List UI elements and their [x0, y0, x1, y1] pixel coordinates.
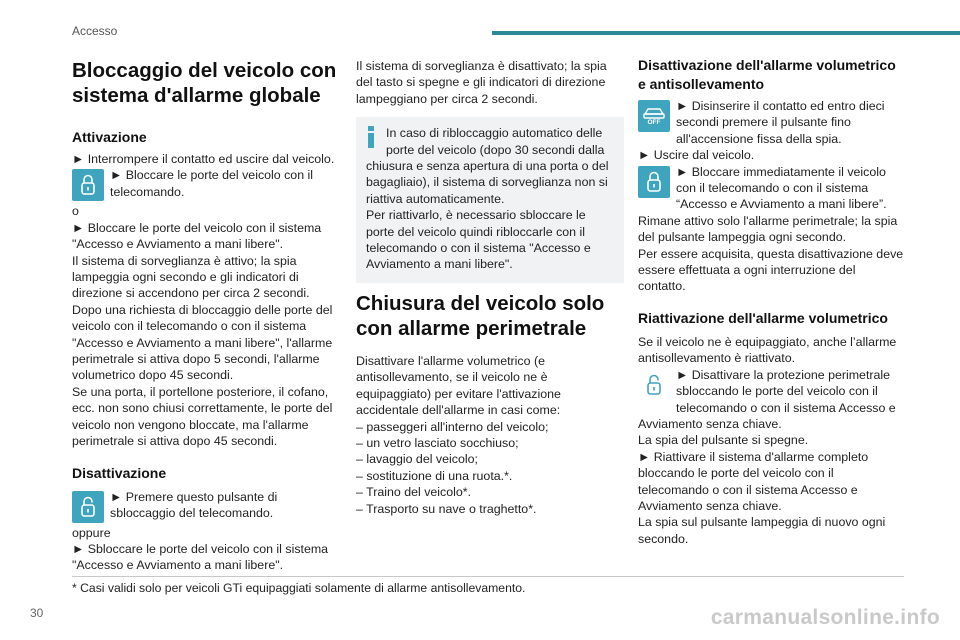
note-text: Per riattivarlo, è necessario sbloccare le porte del veicolo quindi ribloccarle con il telecomando o con il sistema "Accesso e Avviamento a mani libere". — [366, 208, 591, 272]
paragraph: Se il veicolo ne è equipaggiato, anche l’allarme antisollevamento è riattivato. — [638, 334, 897, 366]
icon-instruction — [72, 489, 340, 525]
section-heading-bloccaggio: Bloccaggio del veicolo con sistema d'allarme globale — [72, 59, 337, 107]
subheading-riattivazione: Riattivazione dell'allarme volumetrico — [638, 309, 888, 326]
column-1 — [72, 56, 340, 574]
column-3 — [638, 56, 906, 547]
alarm-off-icon — [638, 100, 670, 132]
note-text: In caso di ribloccaggio automatico delle porte del veicolo (dopo 30 secondi dalla chiusura e senza apertura di una porta o del bagagliaio), il sistema di sorveglianza non si riattiva automaticamente. — [366, 126, 609, 206]
paragraph: La spia sul pulsante lampeggia di nuovo ogni secondo. — [638, 515, 886, 546]
paragraph: ► Riattivare il sistema d'allarme completo bloccando le porte del veicolo con il telecomando o con il sistema Accesso e Avviamento senza chiave. — [638, 449, 869, 513]
section-heading-chiusura: Chiusura del veicolo solo con allarme perimetrale — [356, 291, 605, 340]
section-title: Accesso — [72, 24, 118, 38]
paragraph: ► Premere questo pulsante di sbloccaggio del telecomando. — [110, 489, 278, 520]
paragraph: Il sistema di sorveglianza è disattivato; la spia del tasto si spegne e gli indicatori di direzione lampeggiano per circa 2 secondi. — [356, 59, 607, 106]
paragraph: ► Bloccare le porte del veicolo con il sistema "Accesso e Avviamento a mani libere". — [72, 220, 322, 252]
list-item: – sostituzione di una ruota.*. — [356, 468, 513, 483]
icon-instruction — [638, 367, 906, 433]
info-icon — [366, 126, 376, 148]
paragraph: Rimane attivo solo l'allarme perimetrale; la spia del pulsante lampeggia ogni secondo. — [638, 213, 898, 245]
column-2 — [356, 56, 624, 517]
paragraph: Dopo una richiesta di bloccaggio delle porte del veicolo con il telecomando o con il sistema "Accesso e Avviamento a mani libere", l'allarme perimetrale si attiva dopo 5 secondi, l'allarme volumetrico dopo 45 secondi. — [72, 302, 333, 383]
watermark: carmanualsonline.info — [710, 606, 940, 629]
subheading-attivazione: Attivazione — [72, 129, 147, 145]
paragraph: o — [72, 204, 79, 219]
paragraph: Per essere acquisita, questa disattivazione deve essere effettuata a ogni interruzione del contatto. — [638, 246, 904, 294]
subheading-disattivazione-volumetrico: Disattivazione dell'allarme volumetrico e antisollevamento — [638, 57, 896, 92]
bullet-list — [356, 419, 624, 517]
footnote-divider — [72, 576, 904, 577]
paragraph: ► Sbloccare le porte del veicolo con il sistema "Accesso e Avviamento a mani libere". — [72, 541, 329, 573]
header-accent-bar — [492, 31, 960, 35]
icon-instruction — [638, 164, 906, 213]
paragraph: La spia del pulsante si spegne. — [638, 433, 809, 448]
paragraph: oppure — [72, 525, 111, 540]
info-note — [356, 117, 624, 283]
list-item: – Trasporto su nave o traghetto*. — [356, 501, 537, 516]
list-item: – Traino del veicolo*. — [356, 485, 472, 500]
paragraph: ► Bloccare le porte del veicolo con il telecomando. — [110, 168, 314, 199]
list-item: – passeggeri all'interno del veicolo; — [356, 419, 549, 434]
unlock-icon — [638, 369, 670, 401]
subheading-disattivazione: Disattivazione — [72, 464, 167, 481]
paragraph: ► Disattivare la protezione perimetrale sbloccando le porte del veicolo con il telecomando o con il sistema Accesso e Avviamento senza chiave. — [638, 367, 896, 431]
paragraph: ► Disinserire il contatto ed entro dieci secondi premere il pulsante fino all'accensione fissa della spia. — [676, 99, 885, 146]
paragraph: Il sistema di sorveglianza è attivo; la spia lampeggia ogni secondo e gli indicatori di direzione si accendono per circa 2 secondi. — [72, 253, 310, 301]
list-item: – lavaggio del veicolo; — [356, 452, 478, 467]
paragraph: ► Uscire dal veicolo. — [638, 148, 755, 163]
list-item: – un vetro lasciato socchiuso; — [356, 435, 519, 450]
paragraph: ► Bloccare immediatamente il veicolo con il telecomando o con il sistema “Accesso e Avviamento a mani libere”. — [676, 164, 887, 212]
page-number: 30 — [30, 606, 44, 620]
icon-instruction — [638, 98, 906, 147]
paragraph: Disattivare l'allarme volumetrico (e antisollevamento, se il veicolo ne è equipaggiato) per evitare l'attivazione accidentale dell'allarme in casi come: — [356, 353, 561, 418]
footnote: * Casi validi solo per veicoli GTi equipaggiati solamente di allarme antisollevamento. — [72, 581, 526, 595]
unlock-icon — [72, 491, 104, 523]
paragraph: ► Interrompere il contatto ed uscire dal veicolo. — [72, 152, 335, 166]
page-header — [0, 0, 960, 44]
icon-instruction — [72, 167, 340, 203]
lock-icon — [72, 169, 104, 201]
off-label: OFF — [647, 119, 661, 126]
paragraph: Se una porta, il portellone posteriore, il cofano, ecc. non sono chiusi correttamente, le porte del veicolo non vengono bloccate, ma l'allarme perimetrale si attiva dopo 45 secondi. — [72, 384, 333, 449]
lock-icon — [638, 166, 670, 198]
